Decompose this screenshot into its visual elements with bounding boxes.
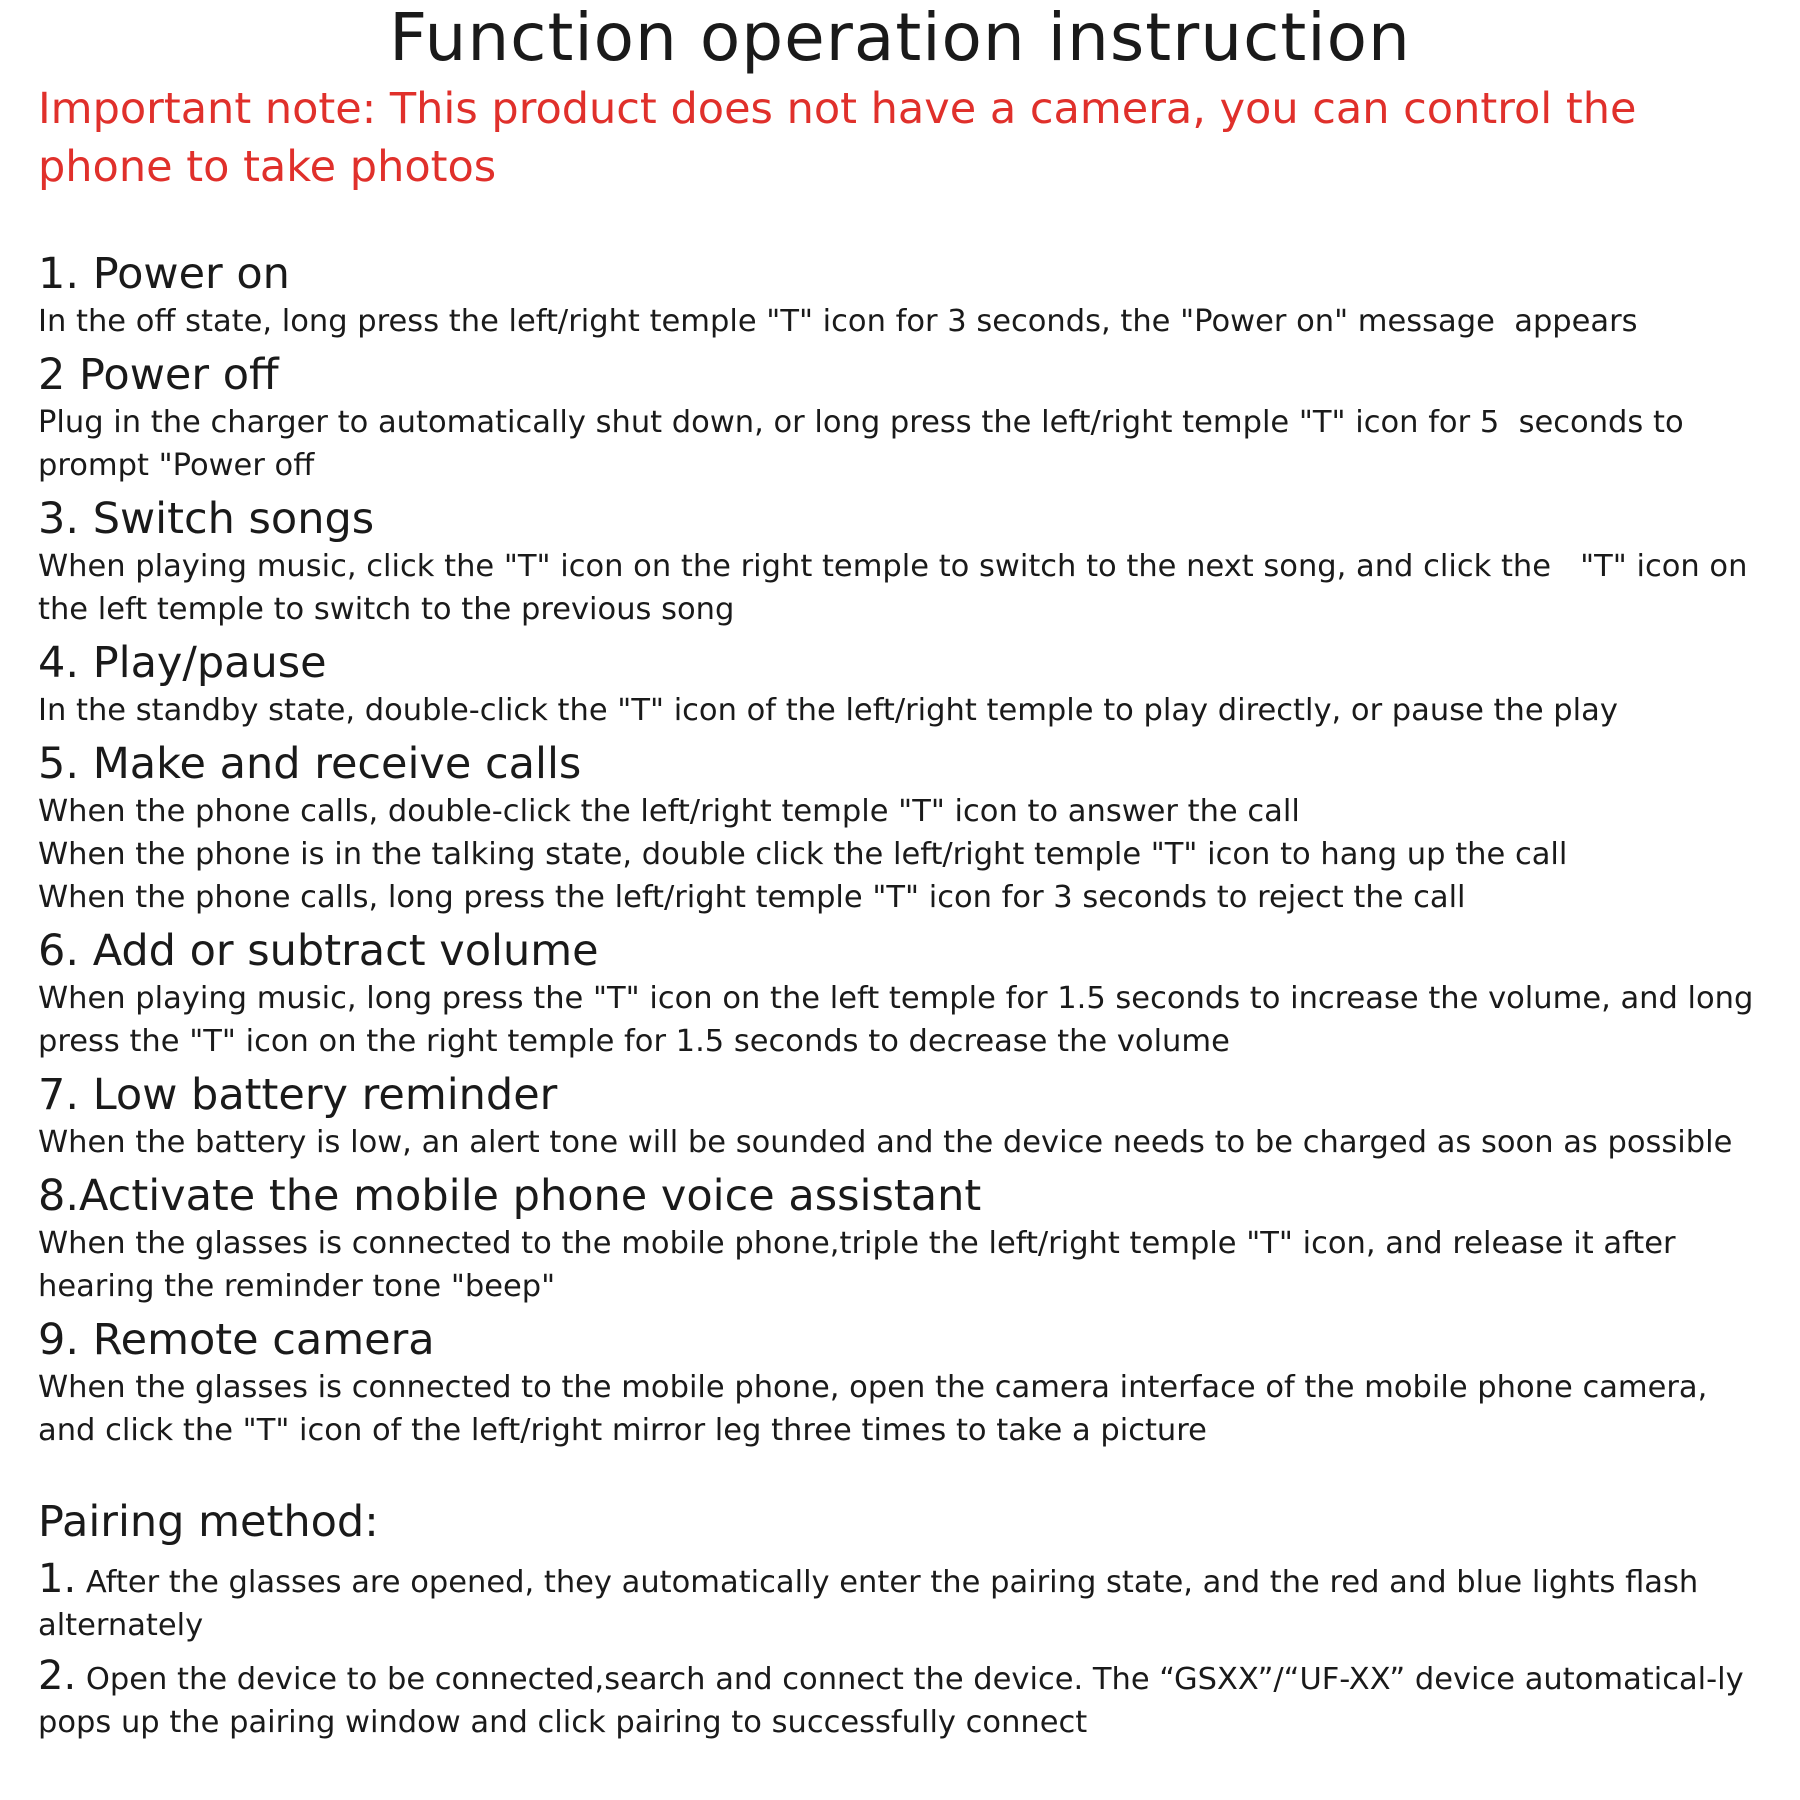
section-heading: 5. Make and receive calls xyxy=(38,739,582,789)
function-section xyxy=(38,349,1762,487)
section-description: When the glasses is connected to the mobile phone,triple the left/right temple "T" icon, and release it after hearing the reminder tone "beep" xyxy=(38,1226,1686,1304)
section-heading: 2 Power off xyxy=(38,350,279,400)
pairing-steps xyxy=(38,1558,1762,1744)
section-heading: 3. Switch songs xyxy=(38,494,375,544)
section-description: When the phone calls, double-click the left/right temple "T" icon to answer the call xyxy=(38,794,1300,829)
pairing-section xyxy=(38,1494,1762,1744)
section-description: When the phone calls, long press the left/right temple "T" icon for 3 seconds to reject the call xyxy=(38,880,1466,915)
section-heading: 7. Low battery reminder xyxy=(38,1070,558,1120)
section-description: Plug in the charger to automatically shut down, or long press the left/right temple "T" icon for 5 seconds to prompt "Power off xyxy=(38,405,1694,483)
section-description: When playing music, click the "T" icon on the right temple to switch to the next song, and click the "T" icon on the left temple to switch to the previous song xyxy=(38,549,1758,627)
function-section xyxy=(38,1069,1762,1164)
section-description: When the battery is low, an alert tone will be sounded and the device needs to be charged as soon as possible xyxy=(38,1125,1733,1160)
important-note: Important note: This product does not have a camera, you can control the phone to take photos xyxy=(38,84,1637,192)
function-section xyxy=(38,1314,1762,1452)
section-heading: 1. Power on xyxy=(38,249,290,299)
function-section xyxy=(38,637,1762,732)
pairing-step xyxy=(38,1655,1762,1744)
pairing-heading: Pairing method: xyxy=(38,1497,379,1547)
function-section xyxy=(38,1170,1762,1308)
pairing-step-text: After the glasses are opened, they automatically enter the pairing state, and the red and blue lights flash alternately xyxy=(38,1565,1699,1643)
function-section xyxy=(38,925,1762,1063)
section-description: When the glasses is connected to the mobile phone, open the camera interface of the mobile phone camera, and click the "T" icon of the left/right mirror leg three times to take a picture xyxy=(38,1370,1718,1448)
page-title: Function operation instruction xyxy=(389,0,1411,76)
pairing-step-text: Open the device to be connected,search and connect the device. The “GSXX”/“UF-XX” device automatical-ly pops up the pairing window and click pairing to successfully connect xyxy=(38,1662,1744,1740)
section-heading: 4. Play/pause xyxy=(38,638,327,688)
section-description: When playing music, long press the "T" icon on the left temple for 1.5 seconds to increase the volume, and long press the "T" icon on the right temple for 1.5 seconds to decrease the volume xyxy=(38,981,1764,1059)
section-description: In the off state, long press the left/right temple "T" icon for 3 seconds, the "Power on" message appears xyxy=(38,304,1638,339)
section-heading: 6. Add or subtract volume xyxy=(38,926,599,976)
pairing-step-number: 1. xyxy=(38,1556,77,1602)
function-sections xyxy=(38,248,1762,1452)
section-heading: 8.Activate the mobile phone voice assistant xyxy=(38,1171,982,1221)
section-description: When the phone is in the talking state, double click the left/right temple "T" icon to hang up the call xyxy=(38,837,1568,872)
function-section xyxy=(38,248,1762,343)
function-section xyxy=(38,493,1762,631)
function-section xyxy=(38,738,1762,919)
section-description: In the standby state, double-click the "T" icon of the left/right temple to play directly, or pause the play xyxy=(38,693,1618,728)
pairing-step xyxy=(38,1558,1762,1647)
pairing-step-number: 2. xyxy=(38,1653,77,1699)
section-heading: 9. Remote camera xyxy=(38,1315,435,1365)
